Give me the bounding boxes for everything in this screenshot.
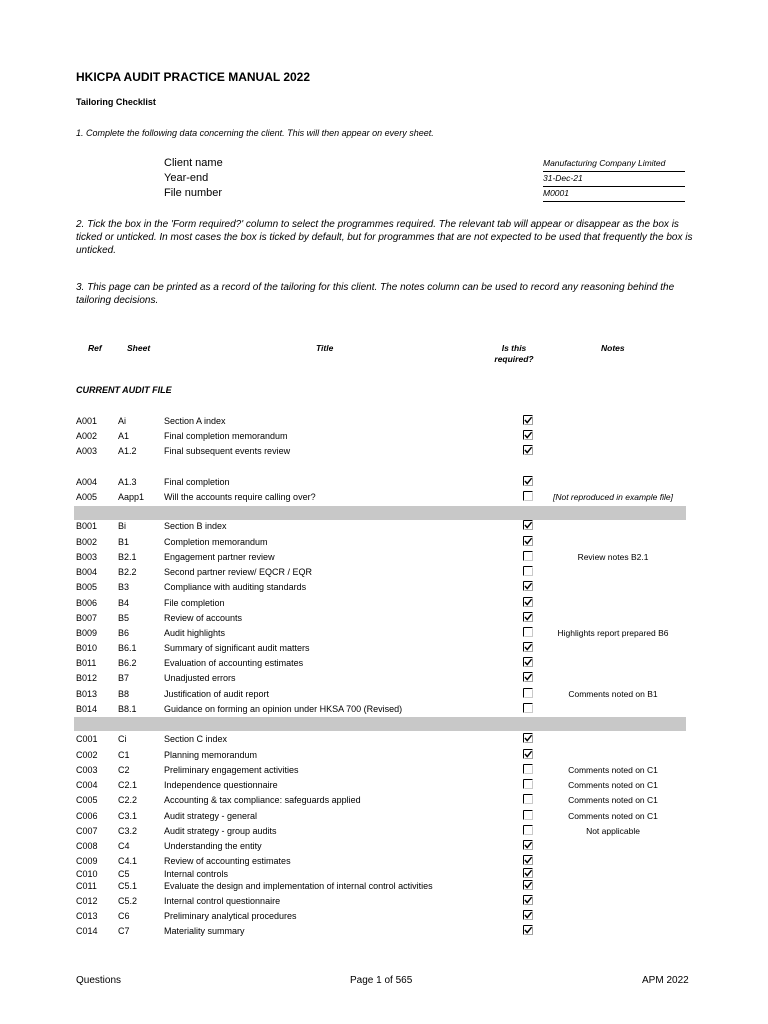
row-title: Review of accounts [164,613,243,623]
row-title: Section C index [164,734,228,744]
required-checkbox-checked[interactable] [523,445,533,455]
table-row [0,779,768,793]
required-checkbox-checked[interactable] [523,910,533,920]
table-row [0,910,768,924]
required-checkbox-unchecked[interactable] [523,627,533,637]
row-title: Will the accounts require calling over? [164,492,316,502]
row-note: Comments noted on B1 [568,689,658,699]
required-checkbox-checked[interactable] [523,749,533,759]
row-ref: B002 [76,537,98,547]
required-checkbox-checked[interactable] [523,733,533,743]
row-ref: C004 [76,780,98,790]
row-title: Review of accounting estimates [164,856,291,866]
table-row [0,657,768,671]
row-title: Final completion memorandum [164,431,288,441]
required-checkbox-unchecked[interactable] [523,491,533,501]
document-subtitle: Tailoring Checklist [76,97,156,107]
row-sheet: C7 [118,926,130,936]
row-title: Accounting & tax compliance: safeguards applied [164,795,361,805]
table-row [0,749,768,763]
row-title: Engagement partner review [164,552,275,562]
required-checkbox-checked[interactable] [523,840,533,850]
table-row [0,925,768,939]
row-sheet: C4 [118,841,130,851]
row-title: Completion memorandum [164,537,268,547]
table-row [0,551,768,565]
required-checkbox-checked[interactable] [523,581,533,591]
row-ref: B012 [76,673,98,683]
row-sheet: Bi [118,521,127,531]
required-checkbox-checked[interactable] [523,476,533,486]
required-checkbox-unchecked[interactable] [523,551,533,561]
row-title: Evaluate the design and implementation of internal control activities [164,881,433,891]
row-note: Not applicable [586,826,640,836]
row-title: Guidance on forming an opinion under HKSA 700 (Revised) [164,704,403,714]
section-separator [74,717,686,731]
required-checkbox-checked[interactable] [523,430,533,440]
row-sheet: C5 [118,869,130,879]
row-title: Planning memorandum [164,750,258,760]
row-title: Audit strategy - general [164,811,258,821]
row-sheet: B8 [118,689,130,699]
year-end-field[interactable]: 31-Dec-21 [543,172,685,187]
file-number-label: File number [164,187,223,199]
row-ref: B001 [76,521,98,531]
row-ref: A001 [76,416,98,426]
row-ref: A004 [76,477,98,487]
table-row [0,733,768,747]
row-ref: B006 [76,598,98,608]
instruction-step-3: 3. This page can be printed as a record of the tailoring for this client. The notes column can be used to record any reasoning behind the tailoring decisions. [76,282,675,306]
required-checkbox-unchecked[interactable] [523,810,533,820]
table-row [0,476,768,490]
instruction-step-1: 1. Complete the following data concerning the client. This will then appear on every sheet. [76,128,434,138]
table-row [0,688,768,702]
row-sheet: B1 [118,537,130,547]
row-title: Independence questionnaire [164,780,278,790]
row-sheet: B6.1 [118,643,137,653]
required-checkbox-checked[interactable] [523,597,533,607]
row-title: Section B index [164,521,227,531]
footer-page-number: Page 1 of 565 [350,975,413,986]
row-ref: B003 [76,552,98,562]
row-ref: C009 [76,856,98,866]
table-row [0,566,768,580]
row-ref: C005 [76,795,98,805]
required-checkbox-checked[interactable] [523,868,533,878]
row-note: Comments noted on C1 [568,811,658,821]
table-row [0,597,768,611]
row-ref: B007 [76,613,98,623]
client-name-label: Client name [164,157,223,169]
row-sheet: Aapp1 [118,492,145,502]
row-sheet: C5.2 [118,896,138,906]
table-row [0,445,768,459]
table-row [0,895,768,909]
row-sheet: A1 [118,431,130,441]
row-title: Second partner review/ EQCR / EQR [164,567,313,577]
required-checkbox-checked[interactable] [523,672,533,682]
row-sheet: C5.1 [118,881,138,891]
year-end-label: Year-end [164,172,209,184]
row-title: Understanding the entity [164,841,262,851]
row-ref: C007 [76,826,98,836]
row-title: Evaluation of accounting estimates [164,658,304,668]
row-sheet: B6.2 [118,658,137,668]
row-ref: B009 [76,628,98,638]
required-checkbox-unchecked[interactable] [523,566,533,576]
table-row [0,794,768,808]
row-sheet: C3.2 [118,826,138,836]
row-ref: C010 [76,869,98,879]
required-checkbox-checked[interactable] [523,415,533,425]
row-sheet: B2.1 [118,552,137,562]
row-sheet: B8.1 [118,704,137,714]
row-ref: C012 [76,896,98,906]
row-note: Comments noted on C1 [568,780,658,790]
row-ref: B013 [76,689,98,699]
instruction-step-2: 2. Tick the box in the 'Form required?' column to select the programmes required. The relevant tab will appear or disappear as the box is ticked or unticked. In most cases the box is ticked by default, but for programmes that are not expected to be used that frequently the box is unticked. [76,219,693,256]
required-checkbox-checked[interactable] [523,925,533,935]
required-checkbox-checked[interactable] [523,612,533,622]
required-checkbox-checked[interactable] [523,642,533,652]
row-note: [Not reproduced in example file] [552,492,673,502]
row-ref: C013 [76,911,98,921]
row-title: File completion [164,598,225,608]
row-sheet: B7 [118,673,130,683]
required-checkbox-checked[interactable] [523,657,533,667]
row-ref: C003 [76,765,98,775]
required-checkbox-unchecked[interactable] [523,688,533,698]
required-checkbox-checked[interactable] [523,895,533,905]
file-number-field[interactable]: M0001 [543,187,685,202]
row-sheet: C1 [118,750,130,760]
column-header-ref: Ref [88,343,102,353]
row-title: Materiality summary [164,926,245,936]
row-ref: A003 [76,446,98,456]
table-row [0,880,768,894]
column-header-notes: Notes [601,343,625,353]
row-ref: C011 [76,881,97,891]
footer-right: APM 2022 [642,975,689,986]
row-title: Internal controls [164,869,229,879]
row-sheet: B3 [118,582,130,592]
row-ref: A005 [76,492,98,502]
row-sheet: C3.1 [118,811,138,821]
required-checkbox-checked[interactable] [523,520,533,530]
row-ref: B004 [76,567,98,577]
row-title: Audit highlights [164,628,226,638]
row-title: Unadjusted errors [164,673,236,683]
row-title: Preliminary engagement activities [164,765,299,775]
table-row [0,415,768,429]
table-row [0,491,768,505]
row-note: Highlights report prepared B6 [557,628,669,638]
required-checkbox-checked[interactable] [523,880,533,890]
table-row [0,627,768,641]
row-title: Preliminary analytical procedures [164,911,297,921]
footer-left: Questions [76,975,122,986]
table-row [0,672,768,686]
section-separator [74,506,686,520]
row-sheet: Ci [118,734,127,744]
table-row [0,810,768,824]
row-sheet: B5 [118,613,130,623]
row-sheet: Ai [118,416,127,426]
row-sheet: C2.2 [118,795,138,805]
required-checkbox-unchecked[interactable] [523,794,533,804]
table-row [0,764,768,778]
client-name-field[interactable]: Manufacturing Company Limited [543,157,685,172]
row-ref: A002 [76,431,98,441]
row-title: Compliance with auditing standards [164,582,307,592]
required-checkbox-unchecked[interactable] [523,703,533,713]
column-header-title: Title [316,343,334,353]
required-checkbox-unchecked[interactable] [523,779,533,789]
row-title: Section A index [164,416,226,426]
row-title: Summary of significant audit matters [164,643,310,653]
required-checkbox-checked[interactable] [523,855,533,865]
row-ref: B010 [76,643,98,653]
row-sheet: A1.2 [118,446,137,456]
table-row [0,612,768,626]
required-checkbox-unchecked[interactable] [523,764,533,774]
row-sheet: A1.3 [118,477,137,487]
row-ref: C002 [76,750,98,760]
table-row [0,536,768,550]
column-header-sheet: Sheet [127,343,151,353]
row-title: Final completion [164,477,230,487]
required-checkbox-unchecked[interactable] [523,825,533,835]
row-ref: C014 [76,926,98,936]
column-header-required: Is this required? [494,343,534,364]
table-row [0,840,768,854]
table-row [0,581,768,595]
row-note: Review notes B2.1 [577,552,649,562]
row-ref: B005 [76,582,98,592]
table-row [0,703,768,717]
row-title: Audit strategy - group audits [164,826,277,836]
row-sheet: C6 [118,911,130,921]
row-sheet: B2.2 [118,567,137,577]
row-ref: C006 [76,811,98,821]
row-sheet: C2.1 [118,780,138,790]
row-title: Justification of audit report [164,689,270,699]
document-title: HKICPA AUDIT PRACTICE MANUAL 2022 [76,70,311,84]
table-row [0,520,768,534]
row-sheet: B6 [118,628,130,638]
row-sheet: B4 [118,598,130,608]
row-ref: C001 [76,734,98,744]
row-sheet: C2 [118,765,130,775]
table-row [0,642,768,656]
row-ref: B014 [76,704,98,714]
table-row [0,825,768,839]
row-note: Comments noted on C1 [568,795,658,805]
row-title: Final subsequent events review [164,446,291,456]
row-ref: C008 [76,841,98,851]
row-ref: B011 [76,658,97,668]
required-checkbox-checked[interactable] [523,536,533,546]
table-row [0,855,768,869]
row-note: Comments noted on C1 [568,765,658,775]
section-heading: CURRENT AUDIT FILE [76,385,172,395]
table-row [0,430,768,444]
row-title: Internal control questionnaire [164,896,281,906]
row-sheet: C4.1 [118,856,138,866]
